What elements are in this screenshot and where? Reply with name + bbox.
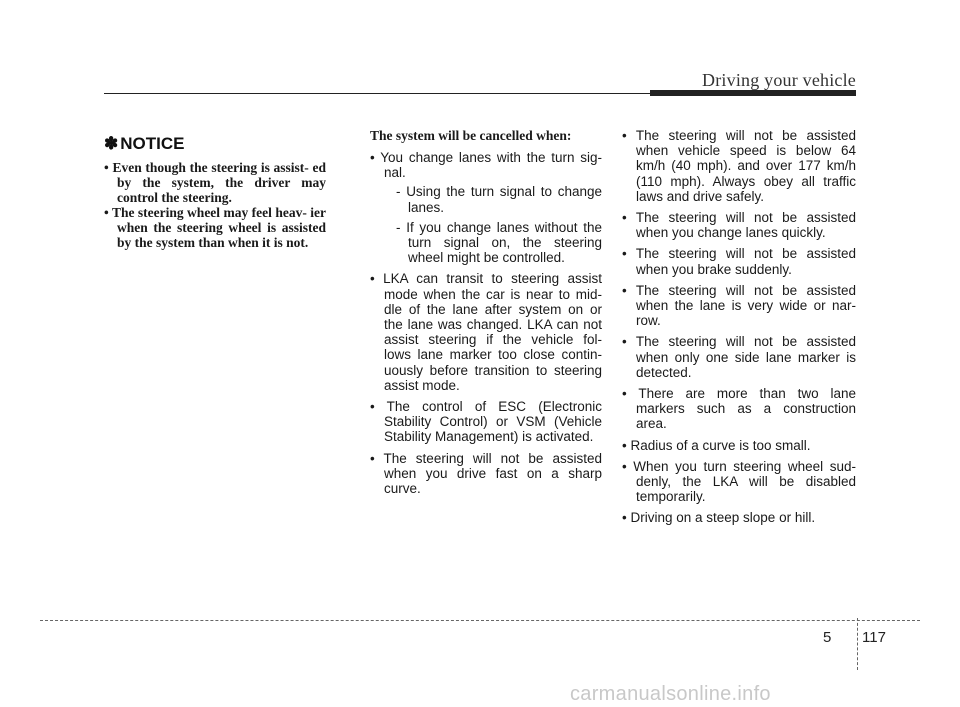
list-item-text: The steering will not be assisted when you change lanes quickly. bbox=[635, 210, 856, 241]
cancel-heading: The system will be cancelled when: bbox=[370, 128, 572, 143]
sub-list-item: - Using the turn signal to change lanes. bbox=[396, 184, 602, 215]
notice-star-icon: ✽ bbox=[104, 134, 119, 153]
list-item: • Even though the steering is assist- ed by the system, the driver may control the steering. bbox=[104, 160, 326, 205]
list-item-text: Radius of a curve is too small. bbox=[630, 437, 811, 453]
footer-divider bbox=[857, 618, 858, 670]
sub-item-text: If you change lanes without the turn signal on, the steering wheel might be controlled. bbox=[406, 219, 602, 266]
list-item: • The steering will not be assisted when the lane is very wide or nar- row. bbox=[622, 282, 856, 329]
content-column-3 bbox=[622, 128, 856, 532]
list-item: • The steering wheel may feel heav- ier when the steering wheel is assisted by the system than when it is not. bbox=[104, 205, 327, 250]
list-item: • Driving on a steep slope or hill. bbox=[622, 510, 816, 526]
list-item: • The steering will not be assisted when vehicle speed is below 64 km/h (40 mph). and over 177 km/h (110 mph). Always obey all traffic laws and drive safely. bbox=[622, 128, 856, 204]
list-item-text: You change lanes with the turn sig- nal. bbox=[380, 150, 603, 181]
notice-item-text: The steering wheel may feel heav- ier when the steering wheel is assisted by the system than when it is not. bbox=[111, 205, 327, 250]
list-item-text: There are more than two lane markers such as a construction area. bbox=[636, 386, 856, 432]
list-item: • LKA can transit to steering assist mode when the car is near to mid- dle of the lane after system on or the lane was changed. LKA can not assist steering if the vehicle fol- lows lane marker too close contin- uously before transition to steering assist mode. bbox=[370, 271, 602, 393]
cancel-list-a bbox=[370, 150, 602, 496]
list-item-text: The control of ESC (Electronic Stability Control) or VSM (Vehicle Stability Management) is activated. bbox=[384, 399, 602, 445]
list-item-text: When you turn steering wheel sud- denly, the LKA will be disabled temporarily. bbox=[633, 458, 856, 505]
page-number: 117 bbox=[862, 629, 886, 646]
list-item-text: LKA can transit to steering assist mode when the car is near to mid- dle of the lane after system on or the lane was changed. LKA can not assist steering if the vehicle fol- lows lane marker too close contin- uously before transition to steering assist mode. bbox=[383, 271, 602, 393]
list-item-text: The steering will not be assisted when the lane is very wide or nar- row. bbox=[635, 282, 856, 329]
sub-list-item: - If you change lanes without the turn signal on, the steering wheel might be controlled. bbox=[396, 219, 602, 266]
sub-item-text: Using the turn signal to change lanes. bbox=[406, 184, 602, 215]
list-item-text: The steering will not be assisted when you drive fast on a sharp curve. bbox=[383, 450, 602, 497]
notice-title: NOTICE bbox=[120, 134, 185, 153]
list-item: • The steering will not be assisted when you brake suddenly. bbox=[622, 246, 856, 277]
list-item-text: Driving on a steep slope or hill. bbox=[630, 510, 816, 526]
list-item: • Radius of a curve is too small. bbox=[622, 437, 811, 453]
list-item-text: The steering will not be assisted when you brake suddenly. bbox=[635, 246, 856, 277]
watermark: carmanualsonline.info bbox=[570, 683, 771, 705]
list-item: • When you turn steering wheel sud- denly, the LKA will be disabled temporarily. bbox=[622, 458, 856, 505]
section-title: Driving your vehicle bbox=[702, 70, 856, 90]
list-item: • The steering will not be assisted when you change lanes quickly. bbox=[622, 210, 856, 241]
list-item: • The steering will not be assisted when only one side lane marker is detected. bbox=[622, 334, 856, 380]
notice-list bbox=[104, 160, 326, 250]
footer-rule bbox=[40, 620, 920, 621]
notice-heading bbox=[104, 134, 326, 154]
list-item-text: The steering will not be assisted when only one side lane marker is detected. bbox=[635, 334, 856, 380]
cancel-list-b bbox=[622, 128, 856, 526]
notice-item-text: Even though the steering is assist- ed by the system, the driver may control the steering. bbox=[112, 160, 326, 205]
sub-list bbox=[384, 184, 602, 265]
list-item: • The control of ESC (Electronic Stability Control) or VSM (Vehicle Stability Management) is activated. bbox=[370, 399, 602, 445]
list-item: • There are more than two lane markers such as a construction area. bbox=[622, 386, 856, 432]
list-item-text: The steering will not be assisted when vehicle speed is below 64 km/h (40 mph). and over 177 km/h (110 mph). Always obey all traffic laws and drive safely. bbox=[635, 128, 856, 204]
notice-box bbox=[104, 128, 326, 250]
header-rule-thick bbox=[650, 90, 856, 96]
list-item: • The steering will not be assisted when you drive fast on a sharp curve. bbox=[370, 450, 602, 497]
content-column-2 bbox=[370, 128, 602, 502]
chapter-number: 5 bbox=[823, 629, 832, 646]
list-item: • You change lanes with the turn sig- nal. - Using the turn signal to change lanes. - If you change lanes without the turn signal on, the steering wheel might be controlled. bbox=[370, 150, 603, 266]
